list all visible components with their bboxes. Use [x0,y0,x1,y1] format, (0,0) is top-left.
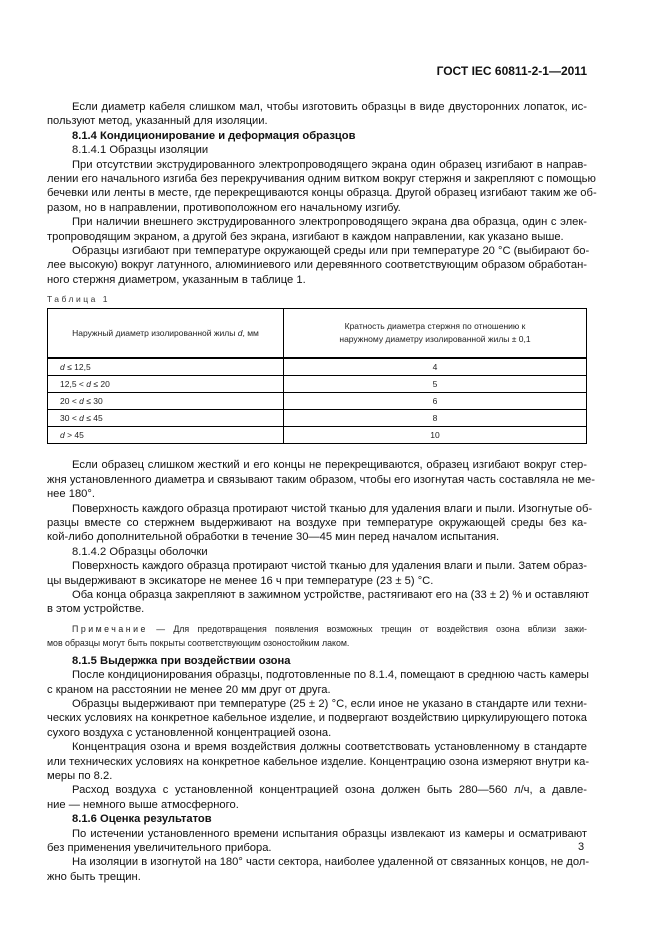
text-line: лении его начального изгиба без перекручивания одним витком вокруг стержня и закрепляют с помощью [47,173,596,186]
table-cell: 6 [284,393,587,410]
section-heading-8-1-6: 8.1.6 Оценка результатов [72,813,212,826]
table-header-diameter: Наружный диаметр изолированной жилы d, мм [48,309,284,359]
note-line [47,622,587,636]
section-heading-8-1-4: 8.1.4 Кондиционирование и деформация образцов [72,129,356,142]
text-line: без применения увеличительного прибора. [47,842,272,855]
text-line: сухого воздуха с установленной концентрацией озона. [47,726,332,739]
text-line: ческих условиях на конкретное кабельное изделие, и подвергают воздействию циркулирующего потока [47,712,587,725]
document-header: ГОСТ IEC 60811-2-1—2011 [436,64,587,78]
text-line: меры по 8.2. [47,770,113,782]
text-line: разом, но в направлении, противоположном его начальному изгибу. [47,201,401,214]
table-row [48,358,587,376]
text-line: нее 180°. [47,488,95,501]
table-caption: Таблица 1 [47,294,110,305]
paragraph [47,827,587,856]
text-line: Если образец слишком жесткий и его концы не перекрещиваются, образец изгибают вокруг стер- [72,459,587,472]
table-cell: 30 < d ≤ 45 [48,410,284,427]
text-line: ние — немного выше атмосферного. [47,798,239,811]
text-line: Расход воздуха с установленной концентрацией озона должен быть 280—560 л/ч, а давле- [72,784,587,797]
paragraph [47,244,590,287]
text-line: Концентрация озона и время воздействия должны соответствовать установленному в стандарте [72,741,587,754]
table-row [48,393,587,410]
text-line: По истечении установленного времени испытания образцы извлекают из камеры и осматривают [72,827,587,840]
table-header-ratio: Кратность диаметра стержня по отношению к наружному диаметру изолированной жилы ± 0,1 [284,309,587,359]
text-line: жно быть трещин. [47,870,141,883]
text-line: цы выдерживают в эксикаторе не менее 16 ч при температуре (23 ± 5) °С. [47,574,434,587]
text-line: На изоляции в изогнутой на 180° части сектора, наиболее удаленной от связанных концов, не дол- [72,856,590,869]
subsection-heading-8-1-4-2: 8.1.4.2 Образцы оболочки [72,545,208,558]
note-line: мов образцы могут быть покрыты соответствующим озоностойким лаком. [47,637,350,648]
text-line: Поверхность каждого образца протирают чистой тканью для удаления влаги и пыли. Изогнутые об- [72,502,593,515]
text-line: лее высокую) вокруг латунного, алюминиевого или деревянного соответствующим образом обработан- [47,259,587,272]
paragraph [47,215,587,244]
paragraph [47,559,587,588]
table-1 [47,308,587,444]
text-line: ного стержня диаметром, указанным в таблице 1. [47,273,306,286]
paragraph [47,855,590,884]
paragraph [47,668,587,697]
table-cell: 8 [284,410,587,427]
table-cell: 4 [284,358,587,376]
document-page [47,64,597,884]
paragraph [47,502,593,545]
section-heading-8-1-5: 8.1.5 Выдержка при воздействии озона [72,654,291,667]
subsection-heading-8-1-4-1: 8.1.4.1 Образцы изоляции [72,144,209,157]
text-line: бечевки или ленты в месте, где перекрещиваются концы образца. Другой образец изгибают таким же об- [47,187,597,200]
table-cell: d ≤ 12,5 [48,358,284,376]
text-line: в этом устройстве. [47,603,145,616]
paragraph [47,697,587,740]
table-cell: 20 < d ≤ 30 [48,393,284,410]
text-line: жня установленного диаметра и связывают таким образом, чтобы его изогнутая часть составляла не ме- [47,473,596,486]
text-line: тропроводящим экраном, а другой без экрана, изгибают в каждом направлении, как указано выше. [47,230,564,243]
text-line: или технических условиях на конкретное кабельное изделие. Концентрацию озона измеряют внутри ка- [47,755,590,768]
paragraph [47,783,587,812]
text-line: кой-либо дополнительной обработки в течение 30—45 мин перед началом испытания. [47,531,500,544]
paragraph [47,588,590,617]
text-line: разцы вместе со стержнем выдерживают на воздухе при температуре окружающей среды без ка- [47,516,587,529]
table-row [48,427,587,444]
text-line: пользуют метод, указанный для изоляции. [47,115,268,128]
paragraph [47,458,596,501]
paragraph [47,740,590,783]
paragraph [47,100,587,129]
text-line: Образцы выдерживают при температуре (25 ± 2) °С, если иное не указано в стандарте или техни- [72,697,587,710]
table-cell: d > 45 [48,427,284,444]
table-cell: 5 [284,376,587,393]
text-line: с краном на расстоянии не менее 20 мм друг от друга. [47,683,331,696]
table-row [48,376,587,393]
note [47,622,587,650]
text-line: После кондиционирования образцы, подготовленные по 8.1.4, помещают в среднюю часть камеры [72,669,589,682]
text-line: Если диаметр кабеля слишком мал, чтобы изготовить образцы в виде двусторонних лопаток, ис- [72,101,587,113]
note-label: Примечание [72,623,148,634]
text-line: Поверхность каждого образца протирают чистой тканью для удаления влаги и пыли. Затем образ- [72,560,587,573]
table-cell: 12,5 < d ≤ 20 [48,376,284,393]
paragraph [47,158,597,216]
text-line: При отсутствии экструдированного электропроводящего экрана один образец изгибают в направ- [72,158,587,171]
text-line: Образцы изгибают при температуре окружающей среды или при температуре 20 °С (выбирают бо- [72,245,590,258]
text-line: При наличии внешнего экструдированного электропроводящего экрана два образца, один с элек- [72,216,587,229]
table-cell: 10 [284,427,587,444]
note-text: — Для предотвращения появления возможных трещин от воздействия озона вблизи зажи- [156,623,587,634]
page-number: 3 [578,841,585,853]
table-row [48,410,587,427]
text-line: Оба конца образца закрепляют в зажимном устройстве, растягивают его на (33 ± 2) % и оставляют [72,588,590,601]
